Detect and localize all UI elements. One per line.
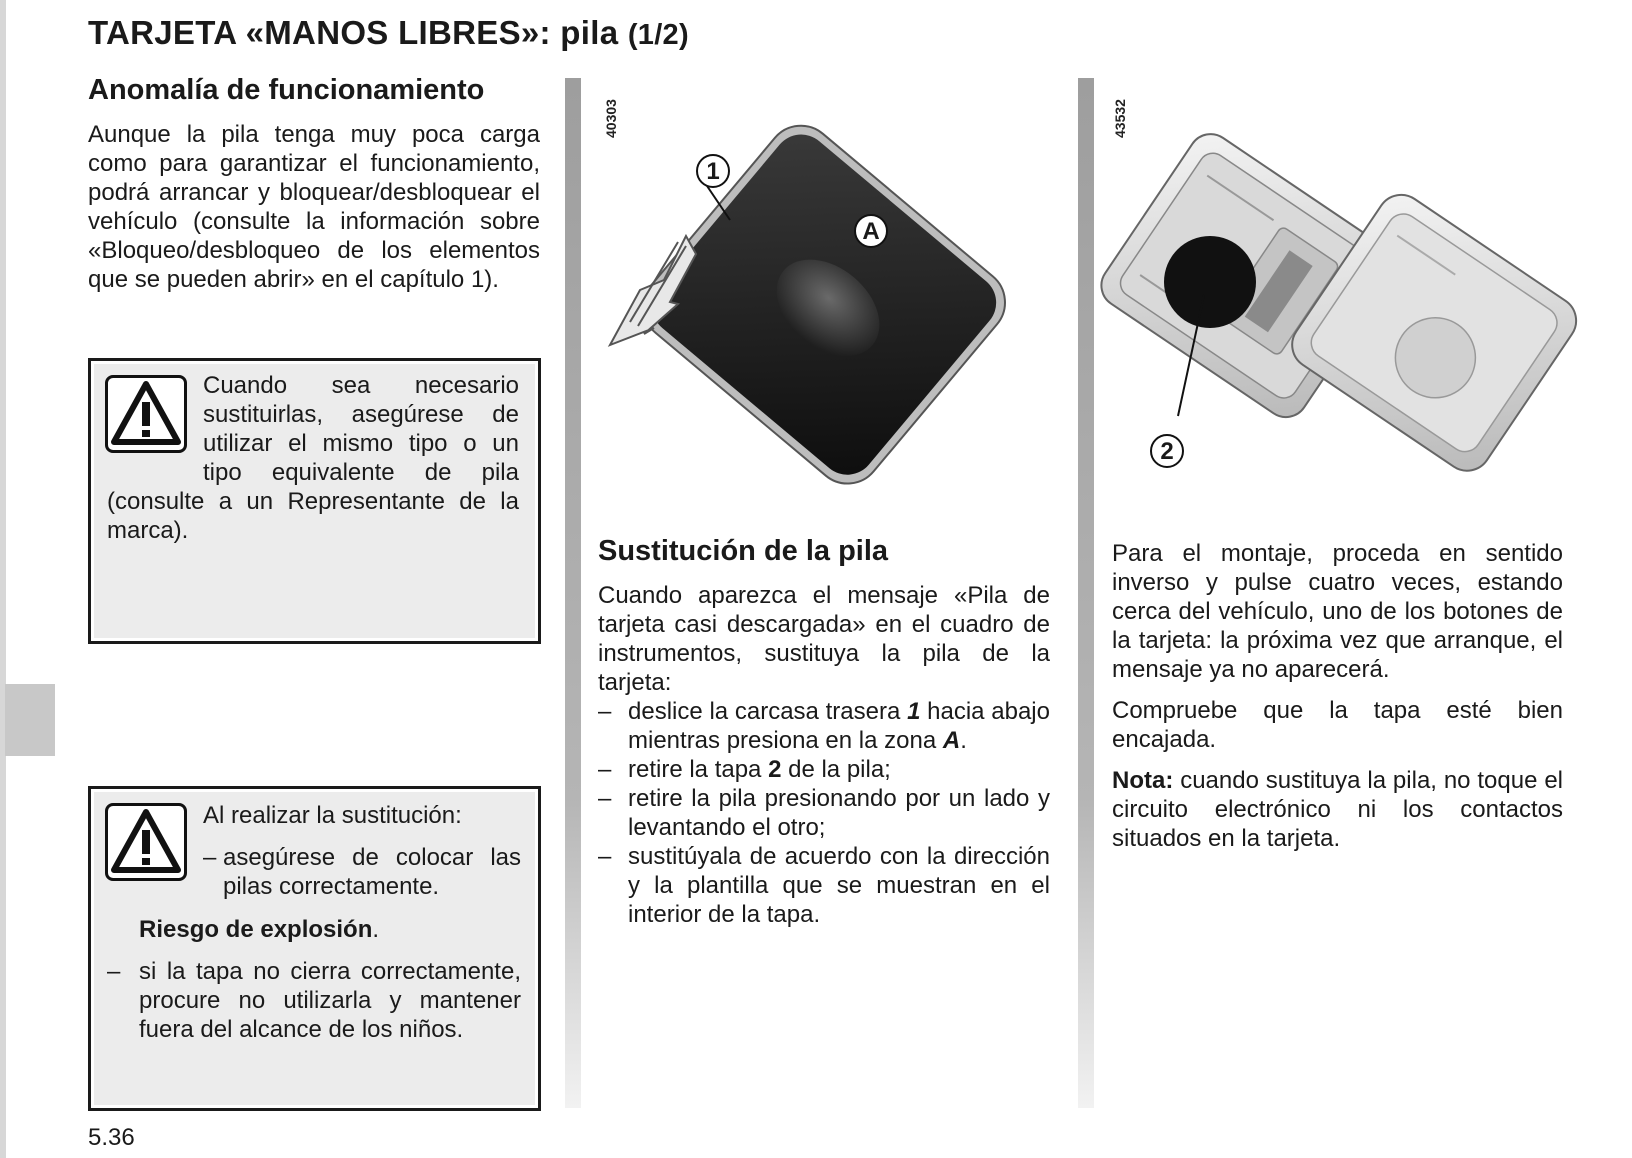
malfunction-text: Aunque la pila tenga muy poca carga como para garantizar el funcionamiento, podrá arrancar y bloquear/desbloquear el vehículo (consulte la información sobre «Bloqueo/desbloqueo de los elementos que se pueden abrir» en el capítulo 1). [88, 121, 540, 293]
malfunction-heading: Anomalía de funcionamiento [88, 74, 485, 106]
figure-2-code: 43532 [1112, 99, 1128, 138]
assembly-paragraph-2: Compruebe que la tapa esté bien encajada. [1112, 697, 1563, 753]
page-title-text: TARJETA «MANOS LIBRES»: pila [88, 14, 619, 51]
step-1-text-a: deslice la carcasa trasera [628, 698, 908, 725]
warning-2-item-2-text: si la tapa no cierra correctamente, procure no utilizarla y mantener fuera del alcance de los niños. [139, 958, 521, 1043]
replacement-steps [598, 697, 1050, 929]
replacement-intro: Cuando aparezca el mensaje «Pila de tarjeta casi descargada» en el cuadro de instrumentos, sustituya la pila de la tarjeta: [598, 582, 1050, 696]
warning-2-item-1 [203, 843, 521, 901]
callout-a: A [862, 218, 880, 245]
callout-a-badge [854, 214, 888, 248]
dash: – [107, 958, 121, 985]
replacement-step-3: – retire la pila presionando por un lado y levantando el otro; [598, 784, 1050, 842]
page-edge-strip [0, 0, 6, 1158]
column-separator-left [565, 78, 581, 1108]
malfunction-paragraph [88, 120, 540, 294]
replacement-step-4: – sustitúyala de acuerdo con la dirección y la plantilla que se muestran en el interior de la tapa. [598, 842, 1050, 929]
warning-box-battery-type [88, 358, 541, 644]
warning-2-risk-end: . [372, 916, 380, 943]
assembly-body [1112, 539, 1563, 853]
warning-1-text-block [107, 371, 519, 545]
step-1-ref-1: 1 [907, 698, 921, 725]
page-title [88, 14, 689, 52]
warning-2-risk: Riesgo de explosión [139, 916, 373, 943]
battery-disc [1164, 236, 1256, 328]
figure-1-code: 40303 [603, 99, 619, 138]
callout-1: 1 [706, 158, 720, 185]
note-label: Nota: [1112, 767, 1174, 794]
step-1-ref-a: A [942, 727, 961, 754]
card-illustration-1 [600, 90, 1030, 520]
step-2-text-a: retire la tapa [628, 756, 769, 783]
warning-2-item-2-row [107, 957, 521, 1044]
warning-1-text: Cuando sea necesario sustituirlas, asegúrese de utilizar el mismo tipo o un tipo equivalente de pila (consulte a un Representante de la marca). [107, 372, 519, 544]
icon-spacer [107, 371, 203, 471]
step-1-text-c: hacia abajo mientras presiona en la zona [628, 698, 1050, 754]
warning-triangle-icon [105, 803, 187, 881]
replacement-step-2 [598, 755, 1050, 784]
replacement-body [598, 581, 1050, 929]
page-number: 5.36 [88, 1124, 135, 1151]
warning-2-item-1-text: asegúrese de colocar las pilas correctamente. [223, 844, 521, 900]
warning-2-intro-block [203, 801, 521, 901]
dash: – [203, 844, 217, 871]
replacement-heading: Sustitución de la pila [598, 535, 889, 567]
replacement-step-1 [598, 697, 1050, 755]
callout-2: 2 [1160, 438, 1174, 465]
warning-2-intro: Al realizar la sustitución: [203, 802, 462, 829]
assembly-note [1112, 766, 1563, 853]
step-2-ref-2: 2 [768, 756, 782, 783]
chapter-thumb-tab [5, 684, 55, 756]
warning-2-risk-line [139, 915, 521, 944]
column-separator-right [1078, 78, 1094, 1108]
page-title-suffix: (1/2) [627, 19, 689, 51]
step-1-text-e: . [960, 727, 967, 754]
figure-card-sliding-shell [600, 90, 1030, 520]
callout-2-badge [1150, 434, 1184, 468]
warning-2-item-2 [107, 957, 521, 1044]
note-text: cuando sustituya la pila, no toque el circuito electrónico ni los contactos situados en la tarjeta. [1112, 767, 1563, 852]
callout-1-badge [696, 154, 730, 188]
step-2-text-c: de la pila; [781, 756, 891, 783]
assembly-paragraph-1: Para el montaje, proceda en sentido inverso y pulse cuatro veces, estando cerca del vehículo, uno de los botones de la tarjeta: la próxima vez que arranque, el mensaje ya no aparecerá. [1112, 540, 1563, 683]
warning-box-explosion-risk [88, 786, 541, 1111]
